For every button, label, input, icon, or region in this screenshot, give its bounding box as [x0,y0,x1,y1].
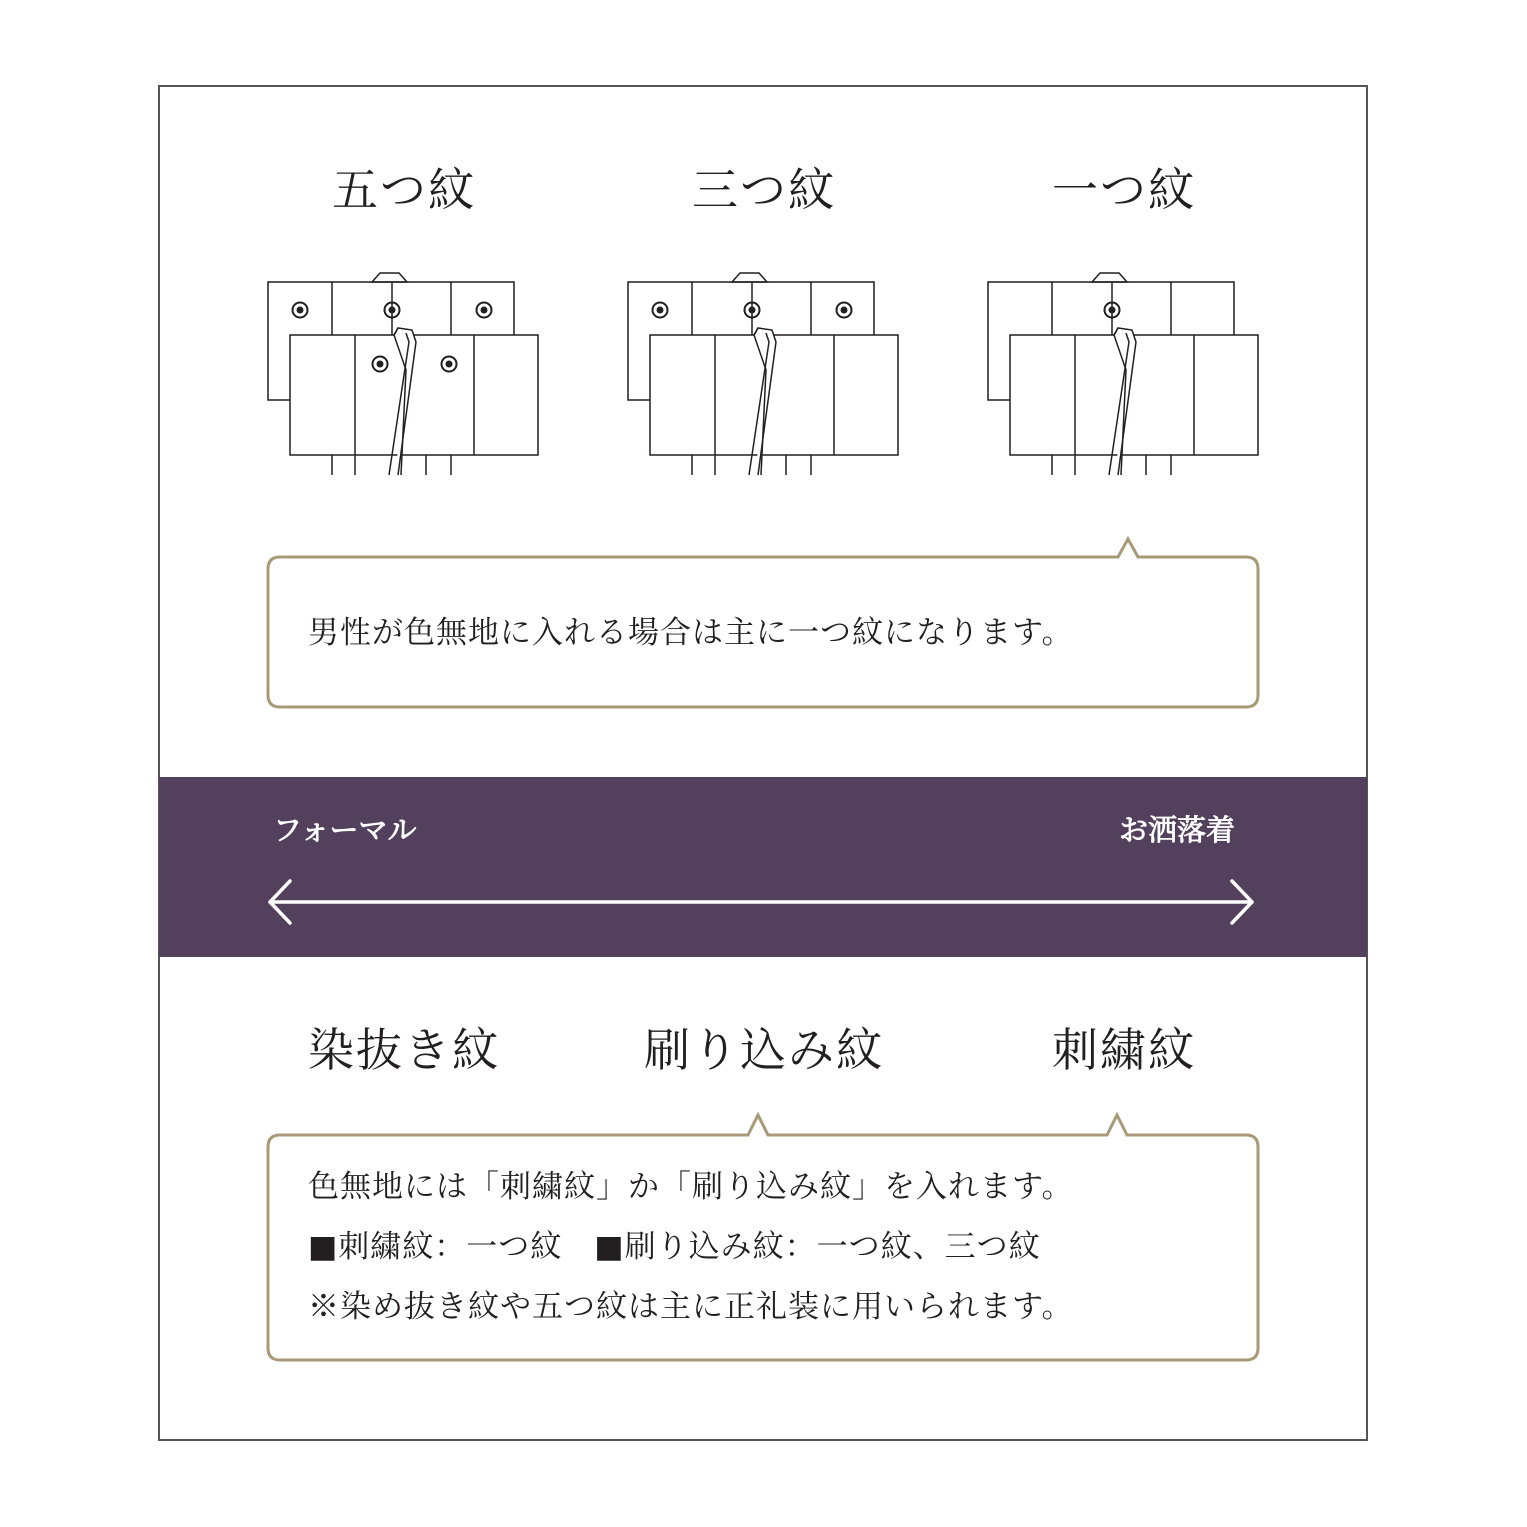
title-printed-crest: 刷り込み紋 [644,1023,884,1077]
callout-bottom-line-1: 色無地には「刺繍紋」か「刷り込み紋」を入れます。 [308,1169,1074,1205]
title-one-crest: 一つ紋 [1052,163,1196,217]
title-dyed-out-crest: 染抜き紋 [308,1023,500,1077]
band-label-formal: フォーマル [273,813,417,847]
callout-bottom [266,1111,1260,1363]
formality-scale-band [159,777,1367,957]
callout-top [266,535,1260,710]
kimono-icon-three-crests [626,270,916,485]
kimono-icon-five-crests [266,270,556,485]
callout-top-text: 男性が色無地に入れる場合は主に一つ紋になります。 [308,615,1074,651]
kimono-icon-one-crest [986,270,1276,485]
title-three-crests: 三つ紋 [692,163,836,217]
callout-bottom-line-2: ■刺繍紋：一つ紋 ■刷り込み紋：一つ紋、三つ紋 [308,1229,1041,1265]
double-arrow-icon [262,876,1260,928]
callout-bottom-line-3: ※染め抜き紋や五つ紋は主に正礼装に用いられます。 [308,1289,1074,1325]
title-five-crests: 五つ紋 [332,163,476,217]
band-label-casual: お洒落着 [1119,813,1236,847]
title-embroidered-crest: 刺繍紋 [1052,1023,1196,1077]
